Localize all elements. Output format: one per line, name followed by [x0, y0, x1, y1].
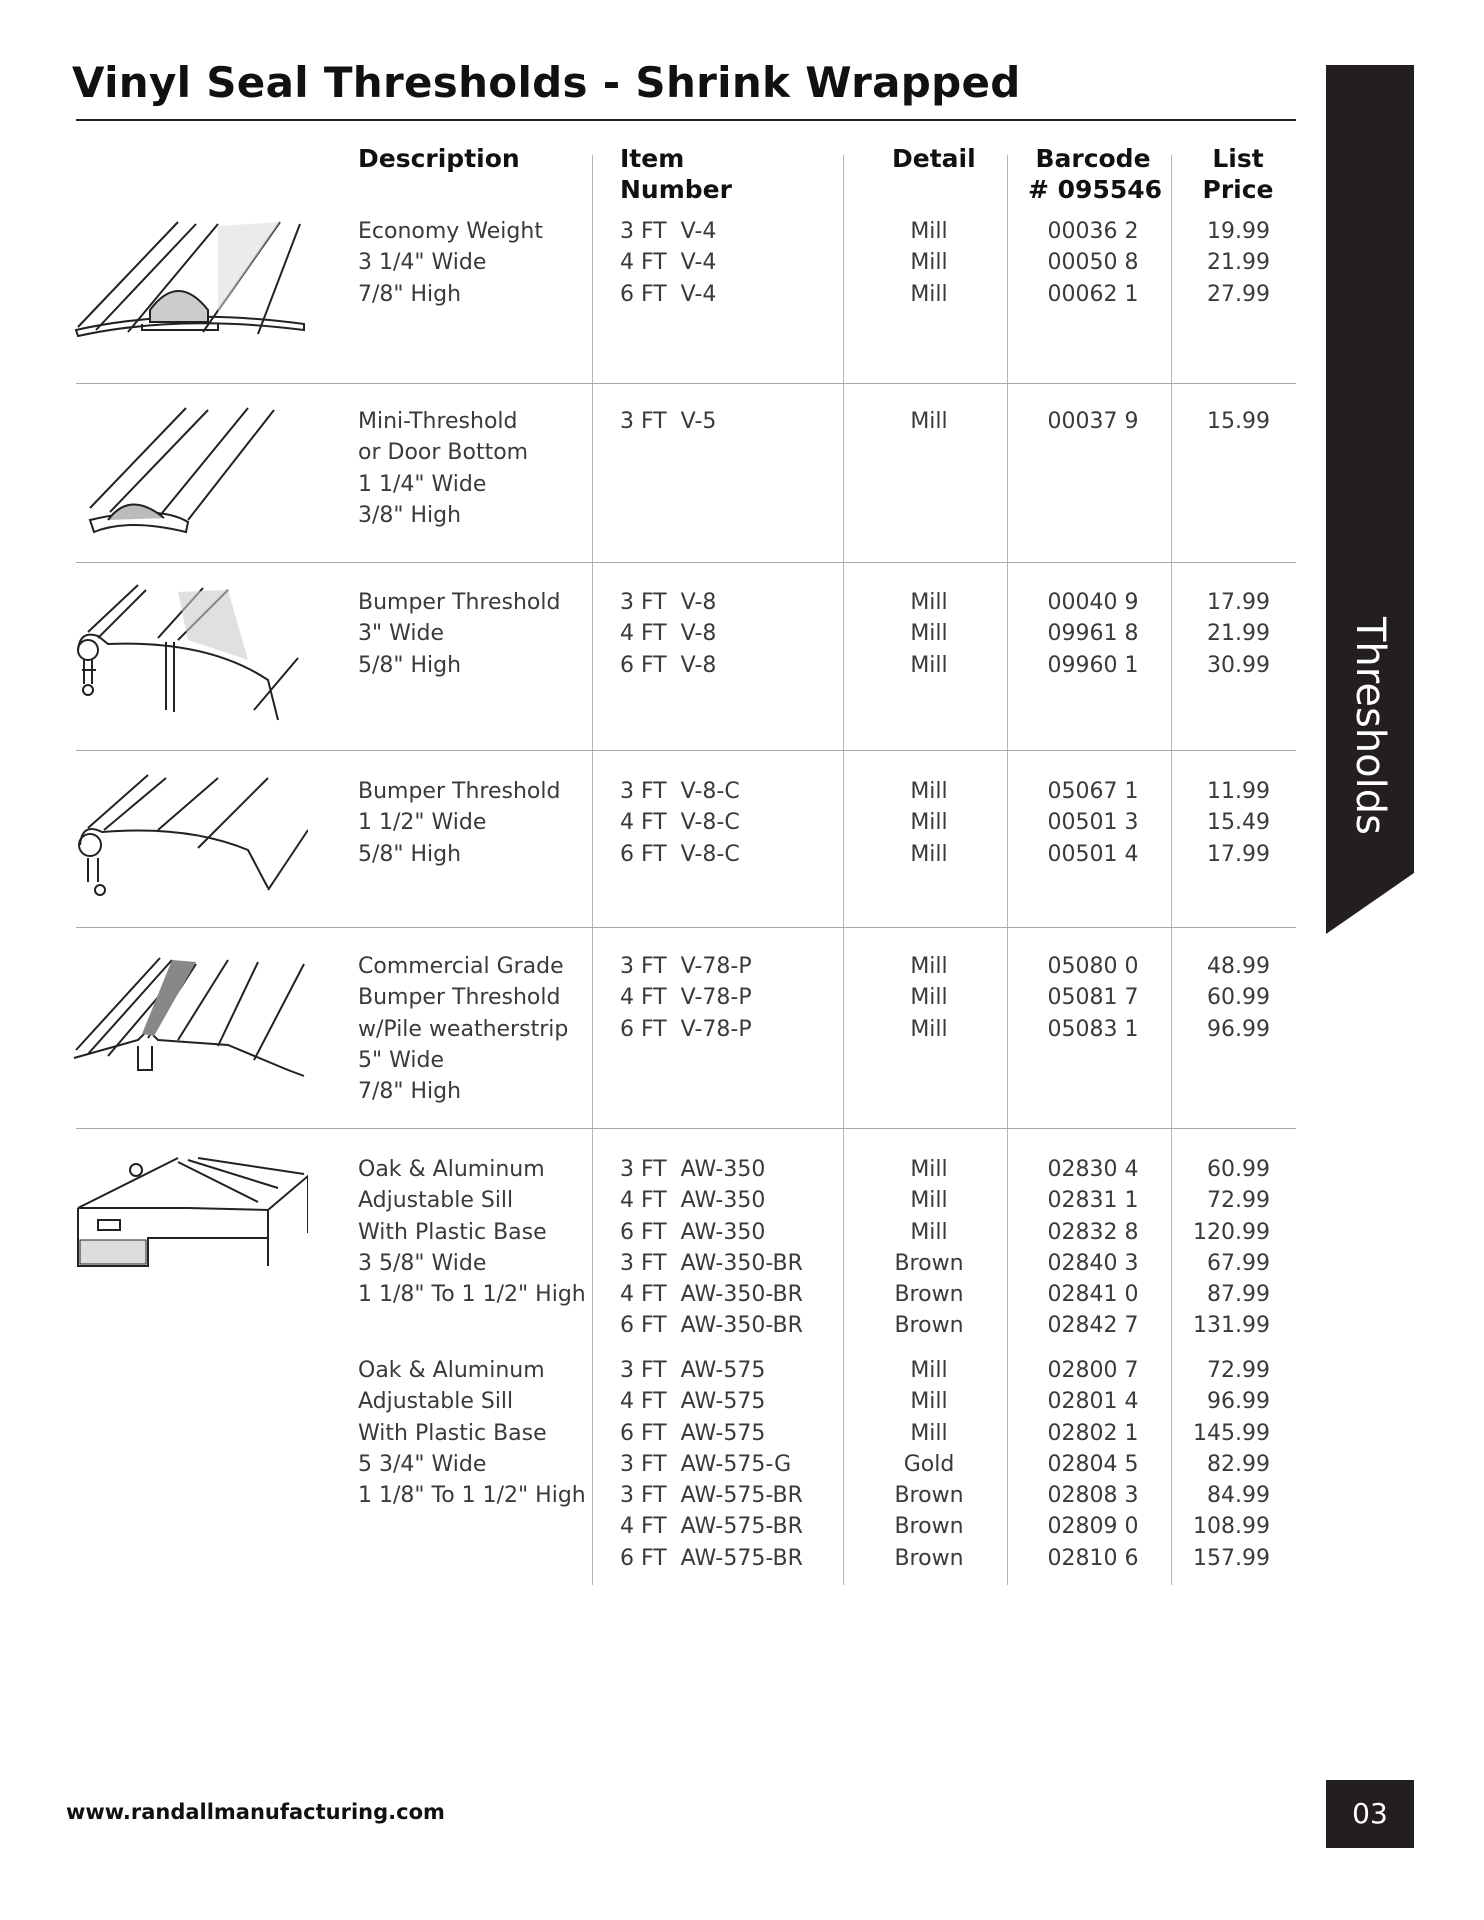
row-separator — [76, 927, 1296, 928]
page-number: 03 — [1326, 1780, 1414, 1848]
list-prices: 60.99 72.99 120.99 67.99 87.99 131.99 — [1193, 1157, 1270, 1339]
details: Mill Mill Mill Brown Brown Brown — [894, 1157, 964, 1339]
side-tab-label: Thresholds — [1347, 617, 1393, 835]
column-divider — [1007, 155, 1008, 1585]
item-numbers: 3 FT V-5 — [620, 409, 717, 434]
product-description: Bumper Threshold 3" Wide 5/8" High — [358, 590, 561, 678]
list-prices: 72.99 96.99 145.99 82.99 84.99 108.99 157.99 — [1193, 1358, 1270, 1571]
details: Mill Mill Mill — [910, 590, 948, 678]
column-divider — [592, 155, 593, 1585]
bumper-threshold-small-icon — [68, 770, 308, 905]
commercial-threshold-icon — [68, 950, 308, 1090]
list-prices: 17.99 21.99 30.99 — [1207, 590, 1270, 678]
barcodes: 00037 9 — [1047, 409, 1139, 434]
row-separator — [76, 383, 1296, 384]
header-list-price: List Price — [1202, 144, 1274, 204]
header-detail: Detail — [892, 144, 976, 173]
item-numbers: 3 FT AW-575 4 FT AW-575 6 FT AW-575 3 FT AW-575-G 3 FT AW-575-BR 4 FT AW-575-BR 6 FT AW-575-BR — [620, 1358, 803, 1571]
product-description: Commercial Grade Bumper Threshold w/Pile weatherstrip 5" Wide 7/8" High — [358, 954, 569, 1105]
product-description: Mini-Threshold or Door Bottom 1 1/4" Wide 3/8" High — [358, 409, 529, 528]
item-numbers: 3 FT V-8-C 4 FT V-8-C 6 FT V-8-C — [620, 779, 740, 867]
list-prices: 11.99 15.49 17.99 — [1207, 779, 1270, 867]
page-title: Vinyl Seal Thresholds - Shrink Wrapped — [72, 58, 1021, 107]
details: Mill Mill Mill — [910, 779, 948, 867]
adjustable-sill-icon — [68, 1148, 308, 1278]
list-prices: 19.99 21.99 27.99 — [1207, 219, 1270, 307]
footer-url[interactable]: www.randallmanufacturing.com — [66, 1800, 445, 1824]
row-separator — [76, 1128, 1296, 1129]
barcodes: 05067 1 00501 3 00501 4 — [1047, 779, 1139, 867]
product-description: Oak & Aluminum Adjustable Sill With Plastic Base 3 5/8" Wide 1 1/8" To 1 1/2" High — [358, 1157, 586, 1308]
header-description: Description — [358, 144, 520, 173]
details: Mill Mill Mill — [910, 954, 948, 1042]
item-numbers: 3 FT AW-350 4 FT AW-350 6 FT AW-350 3 FT AW-350-BR 4 FT AW-350-BR 6 FT AW-350-BR — [620, 1157, 803, 1339]
product-description: Economy Weight 3 1/4" Wide 7/8" High — [358, 219, 543, 307]
item-numbers: 3 FT V-4 4 FT V-4 6 FT V-4 — [620, 219, 717, 307]
product-description: Oak & Aluminum Adjustable Sill With Plastic Base 5 3/4" Wide 1 1/8" To 1 1/2" High — [358, 1358, 586, 1509]
list-prices: 48.99 60.99 96.99 — [1207, 954, 1270, 1042]
item-numbers: 3 FT V-78-P 4 FT V-78-P 6 FT V-78-P — [620, 954, 752, 1042]
details: Mill Mill Mill Gold Brown Brown Brown — [894, 1358, 964, 1571]
details: Mill — [910, 409, 948, 434]
details: Mill Mill Mill — [910, 219, 948, 307]
barcodes: 05080 0 05081 7 05083 1 — [1047, 954, 1139, 1042]
column-divider — [843, 155, 844, 1585]
barcodes: 02830 4 02831 1 02832 8 02840 3 02841 0 02842 7 — [1047, 1157, 1139, 1339]
product-description: Bumper Threshold 1 1/2" Wide 5/8" High — [358, 779, 561, 867]
item-numbers: 3 FT V-8 4 FT V-8 6 FT V-8 — [620, 590, 717, 678]
barcodes: 02800 7 02801 4 02802 1 02804 5 02808 3 02809 0 02810 6 — [1047, 1358, 1139, 1571]
barcodes: 00040 9 09961 8 09960 1 — [1047, 590, 1139, 678]
header-item-number: Item Number — [620, 144, 732, 204]
list-prices: 15.99 — [1207, 409, 1270, 434]
title-rule — [76, 119, 1296, 121]
mini-threshold-icon — [68, 400, 308, 542]
barcodes: 00036 2 00050 8 00062 1 — [1047, 219, 1139, 307]
bumper-threshold-icon — [68, 580, 308, 730]
column-divider — [1171, 155, 1172, 1585]
header-barcode: Barcode # 095546 — [1028, 144, 1163, 204]
row-separator — [76, 562, 1296, 563]
economy-threshold-icon — [68, 212, 308, 367]
row-separator — [76, 750, 1296, 751]
